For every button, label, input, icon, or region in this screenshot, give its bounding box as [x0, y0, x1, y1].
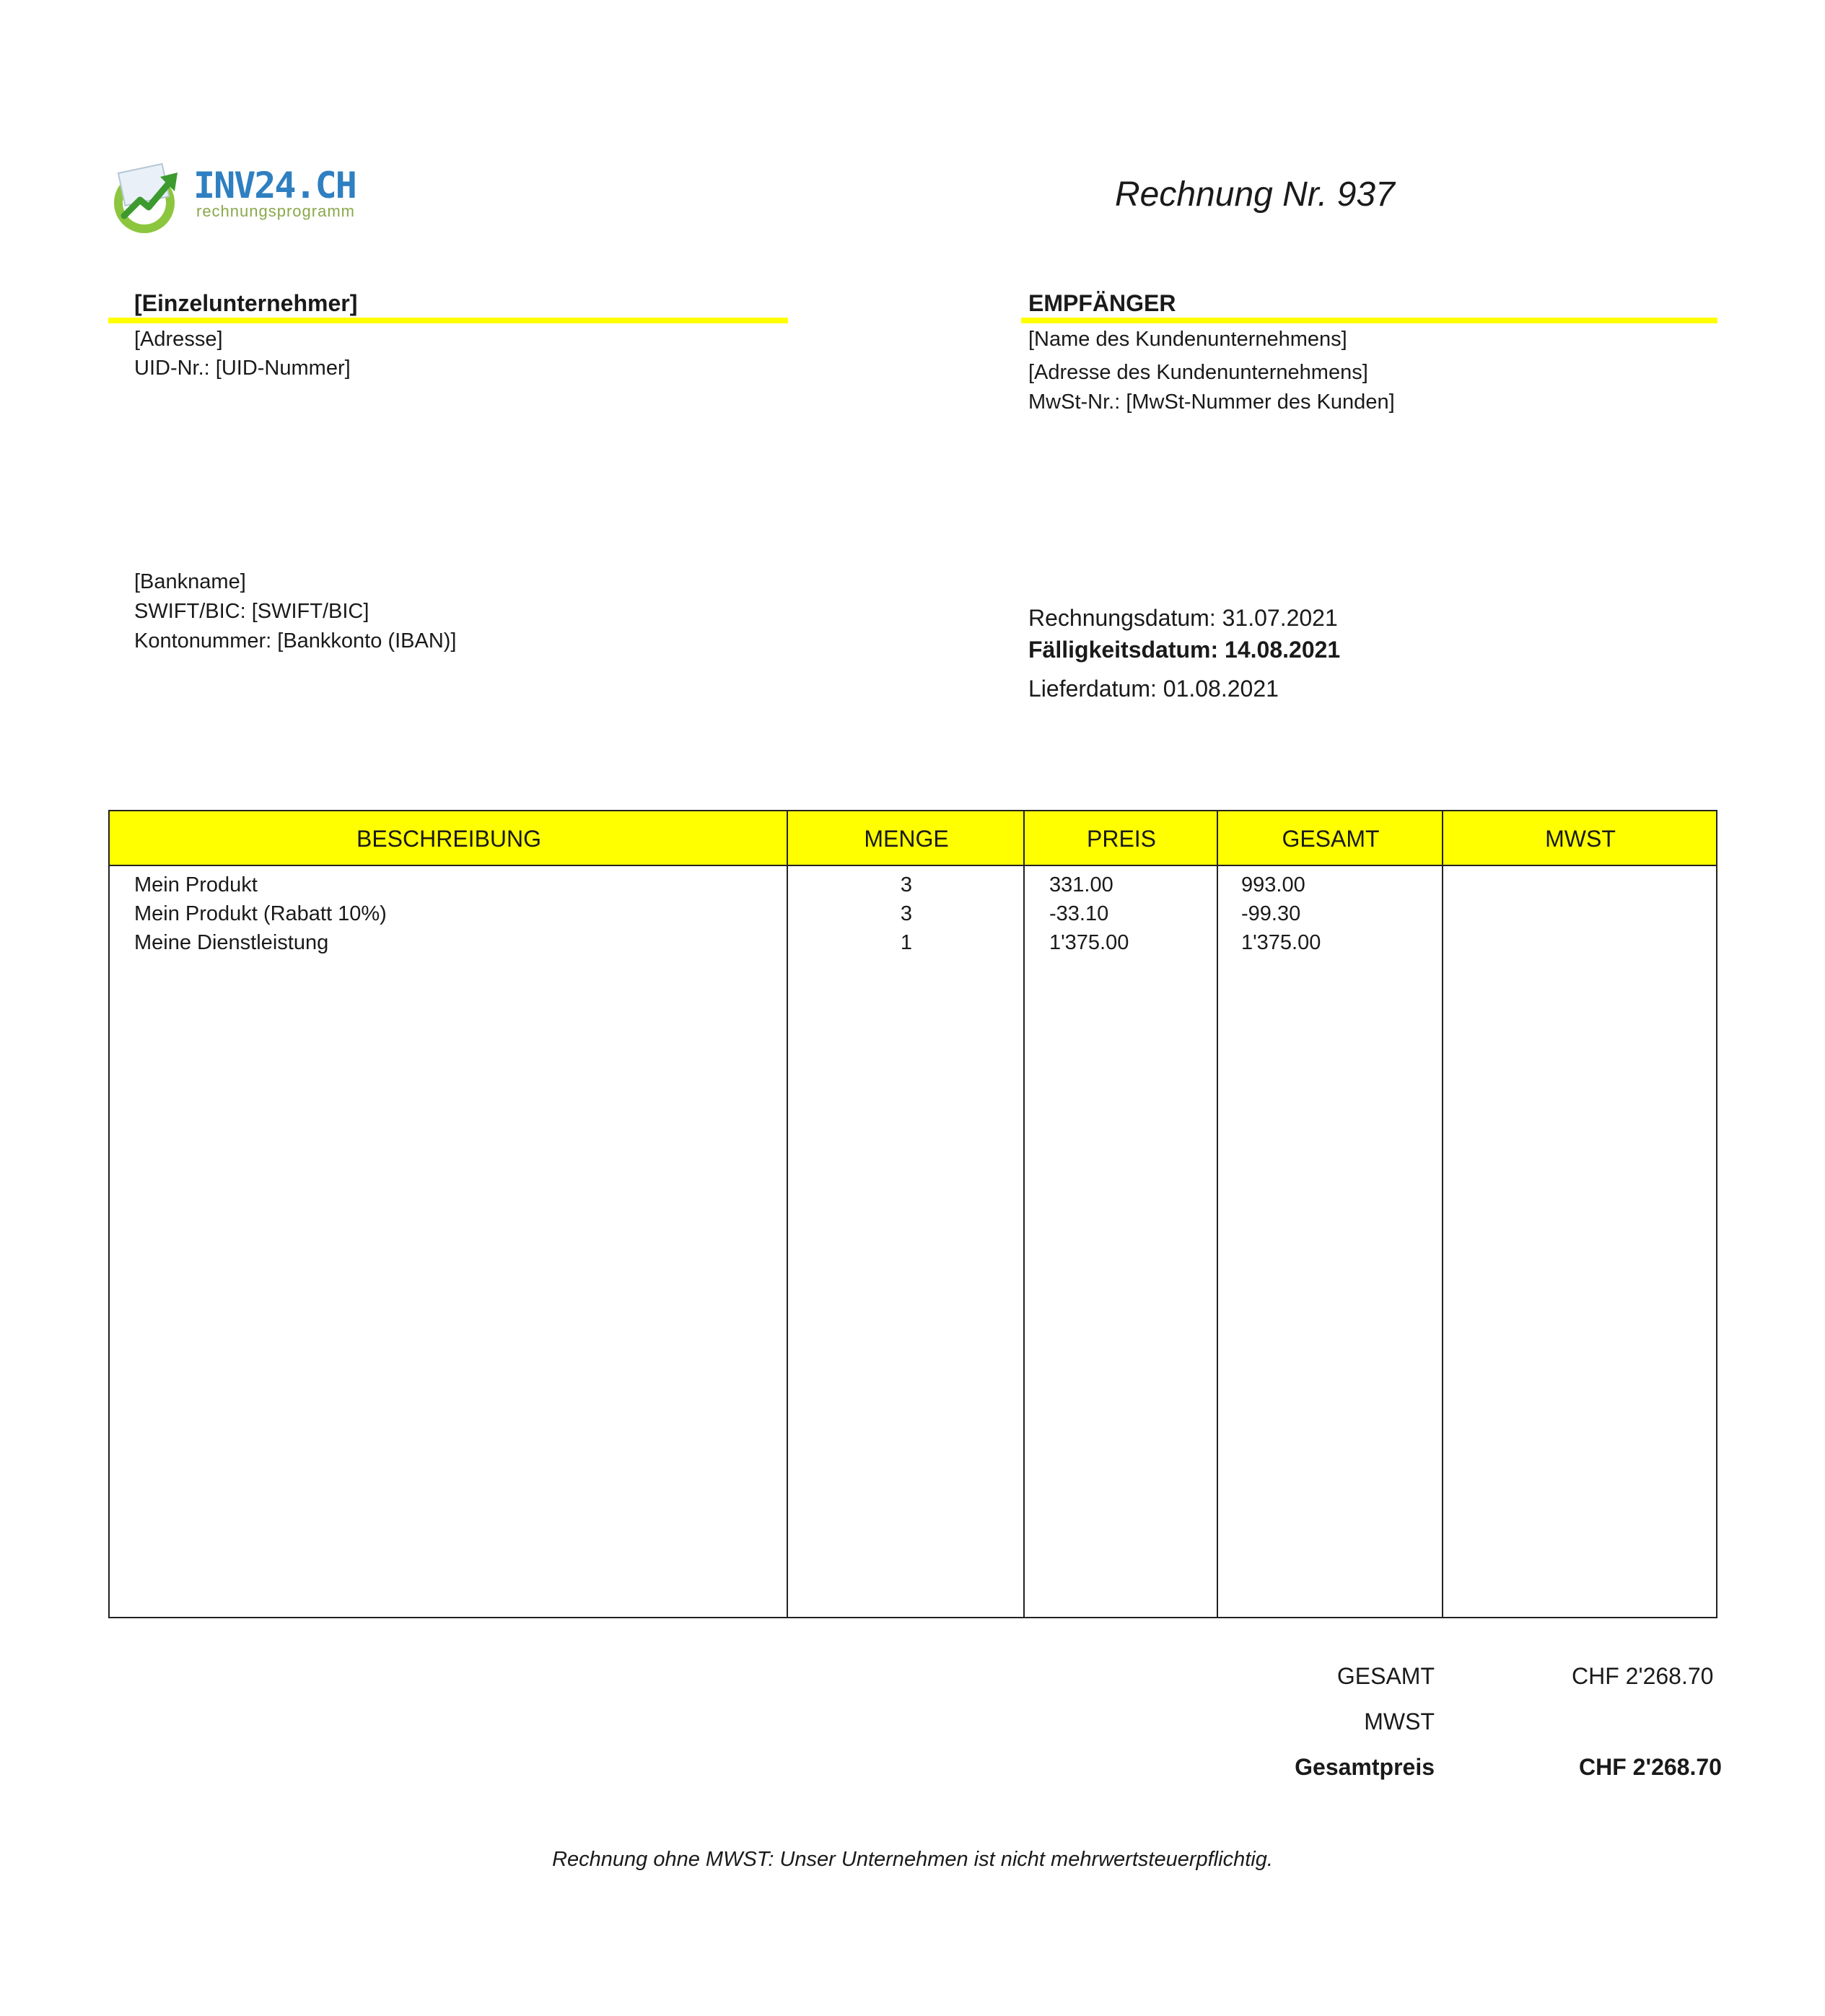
column-divider: [1442, 811, 1443, 1617]
column-divider: [1217, 811, 1218, 1617]
row-3-total: 1'375.00: [1241, 931, 1321, 954]
company-logo: [108, 155, 356, 235]
sender-address: [Adresse]: [134, 328, 223, 351]
footer-note: Rechnung ohne MWST: Unser Unternehmen ist nicht mehrwertsteuerpflichtig.: [552, 1848, 1273, 1871]
sender-uid: UID-Nr.: [UID-Nummer]: [134, 357, 351, 380]
header-quantity: MENGE: [864, 826, 949, 852]
row-1-price: 331.00: [1049, 873, 1113, 896]
invoice-title: Rechnung Nr. 937: [1115, 175, 1395, 214]
items-table: [108, 810, 1717, 1618]
recipient-address: [Adresse des Kundenunternehmens]: [1028, 361, 1368, 384]
row-3-price: 1'375.00: [1049, 931, 1129, 954]
due-date: Fälligkeitsdatum: 14.08.2021: [1028, 637, 1341, 663]
row-1-total: 993.00: [1241, 873, 1305, 896]
sender-heading: [Einzelunternehmer]: [134, 290, 358, 316]
vat-label: MWST: [1364, 1709, 1435, 1734]
header-description: BESCHREIBUNG: [356, 826, 542, 852]
grand-total-value: CHF 2'268.70: [1579, 1754, 1722, 1780]
row-2-total: -99.30: [1241, 902, 1301, 925]
row-3-quantity: 1: [900, 931, 913, 954]
row-2-price: -33.10: [1049, 902, 1109, 925]
header-price: PREIS: [1086, 826, 1157, 852]
bank-swift: SWIFT/BIC: [SWIFT/BIC]: [134, 600, 369, 623]
row-2-quantity: 3: [900, 902, 913, 925]
logo-tagline: rechnungsprogramm: [196, 202, 355, 220]
delivery-date: Lieferdatum: 01.08.2021: [1028, 676, 1279, 702]
row-3-description: Meine Dienstleistung: [134, 931, 329, 954]
logo-growth-icon: [108, 162, 188, 235]
logo-brand-text: INV24.CH: [193, 165, 356, 206]
recipient-underline: [1021, 318, 1717, 323]
header-vat: MWST: [1545, 826, 1616, 852]
header-total: GESAMT: [1282, 826, 1380, 852]
bank-account: Kontonummer: [Bankkonto (IBAN)]: [134, 629, 457, 653]
table-header: [110, 811, 1716, 866]
row-2-description: Mein Produkt (Rabatt 10%): [134, 902, 387, 925]
subtotal-value: CHF 2'268.70: [1572, 1663, 1714, 1689]
sender-underline: [108, 318, 788, 323]
subtotal-label: GESAMT: [1336, 1663, 1435, 1689]
invoice-date: Rechnungsdatum: 31.07.2021: [1028, 605, 1338, 631]
row-1-description: Mein Produkt: [134, 873, 258, 896]
recipient-vat: MwSt-Nr.: [MwSt-Nummer des Kunden]: [1028, 390, 1395, 414]
recipient-name: [Name des Kundenunternehmens]: [1028, 328, 1347, 351]
recipient-heading: EMPFÄNGER: [1028, 290, 1176, 316]
bank-name: [Bankname]: [134, 570, 246, 593]
row-1-quantity: 3: [900, 873, 913, 896]
grand-total-label: Gesamtpreis: [1295, 1754, 1435, 1780]
